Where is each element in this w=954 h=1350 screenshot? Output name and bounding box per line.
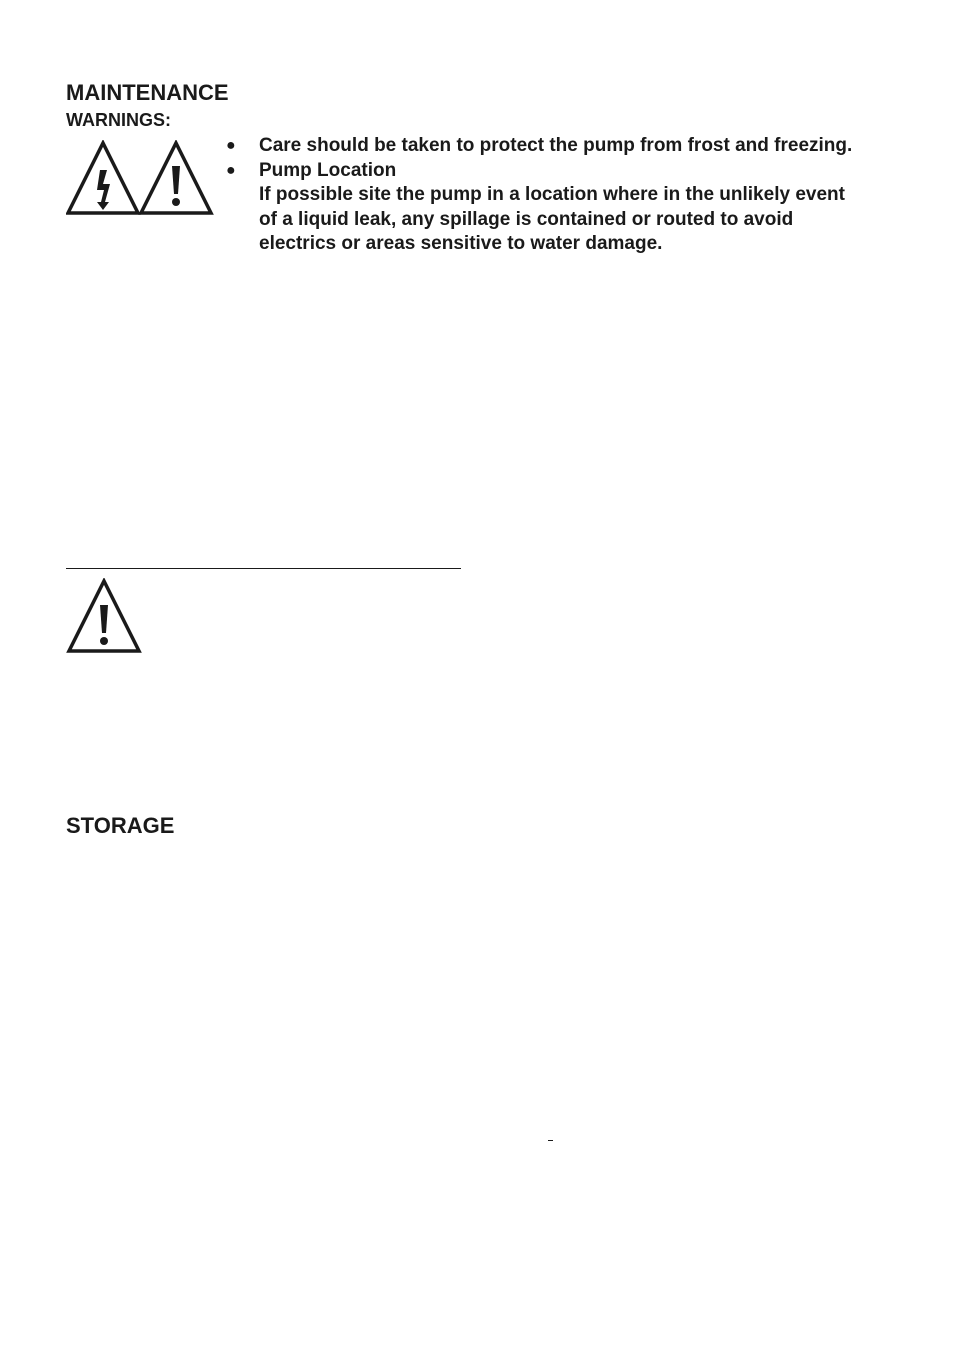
warnings-label: WARNINGS: [66, 110, 171, 130]
warnings-list [226, 134, 866, 257]
caution-icon-wrapper [66, 578, 142, 659]
caution-warning-icon [66, 578, 142, 654]
bullet-dot: ● [226, 137, 236, 154]
electric-shock-warning-icon [68, 143, 138, 213]
frost-warning-text: Care should be taken to protect the pump from frost and freezing. [259, 135, 853, 156]
stray-mark [548, 1140, 553, 1141]
warning-icons-group [66, 140, 214, 221]
list-item [226, 159, 866, 257]
pump-location-text: If possible site the pump in a location where in the unlikely event of a liquid leak, any spillage is contained or routed to avoid electrics or areas sensitive to water damage. [259, 184, 845, 254]
section-title-maintenance: MAINTENANCE [66, 80, 229, 105]
list-item [226, 134, 866, 159]
warning-icons-svg [66, 140, 214, 216]
section-title-storage: STORAGE [66, 813, 175, 838]
pump-location-title: Pump Location [259, 159, 397, 181]
section-divider [66, 568, 461, 569]
caution-warning-icon [141, 143, 211, 213]
bullet-dot: ● [226, 161, 236, 179]
